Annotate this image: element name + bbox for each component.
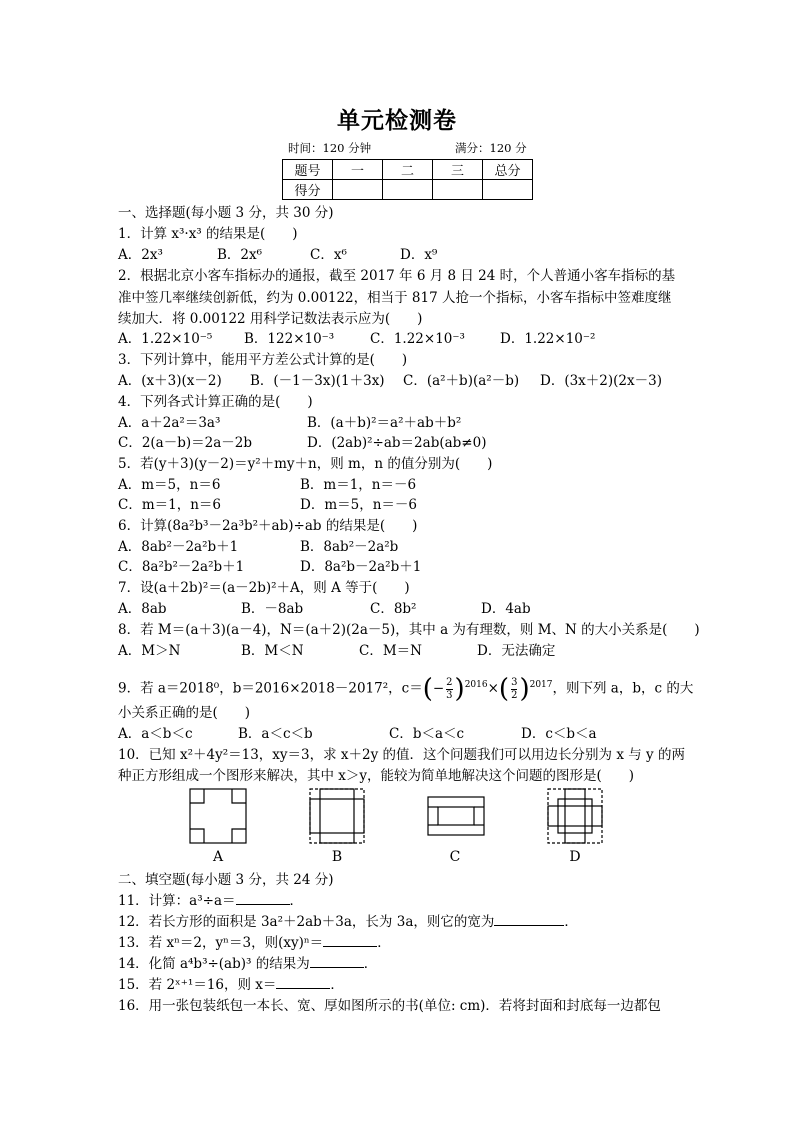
question-stem <box>118 975 344 995</box>
option: A．8ab²－2a²b＋1 <box>118 539 239 555</box>
question-stem: 2．根据北京小客车指标办的通报，截至 2017 年 6 月 8 日 24 时，个人普通小客车指标的基 <box>118 268 676 284</box>
score-header: 一 <box>333 160 383 180</box>
q12-text: 12．若长方形的面积是 3a²＋2ab＋3a，长为 3a，则它的宽为 <box>118 914 495 930</box>
period: ． <box>564 914 578 930</box>
score-table <box>282 159 533 200</box>
figure-label: A <box>212 849 224 865</box>
question-stem: 3．下列计算中，能用平方差公式计算的是( ) <box>118 352 408 368</box>
option: B．－8ab <box>241 601 304 617</box>
paren-icon: ) <box>454 674 465 704</box>
score-cell[interactable] <box>333 180 383 200</box>
q15-text: 15．若 2ˣ⁺¹＝16，则 x＝ <box>118 977 277 993</box>
fraction <box>446 677 452 702</box>
period: ． <box>363 956 378 972</box>
score-header: 三 <box>433 160 483 180</box>
section-heading: 一、选择题(每小题 3 分，共 30 分) <box>118 205 334 221</box>
question-stem: 5．若(y＋3)(y－2)＝y²＋my＋n，则 m，n 的值分别为( ) <box>118 456 493 472</box>
option: C．2(a－b)＝2a－2b <box>118 435 253 451</box>
option: D．1.22×10⁻² <box>500 331 596 347</box>
question-stem: 8．若 M＝(a＋3)(a－4)，N＝(a＋2)(2a－5)，其中 a 为有理数，则 M、N 的大小关系是( ) <box>118 622 700 638</box>
option: B．M＜N <box>241 643 304 659</box>
score-header: 题号 <box>283 160 333 180</box>
q13-text: 13．若 xⁿ＝2，yⁿ＝3，则(xy)ⁿ＝ <box>118 935 324 951</box>
question-stem <box>118 933 391 953</box>
question-stem: 10．已知 x²＋4y²＝13，xy＝3，求 x＋2y 的值．这个问题我们可以用边长分别为 x 与 y 的两 <box>118 747 685 763</box>
option: A．8ab <box>118 601 167 617</box>
full-score: 满分：120 分 <box>455 141 527 155</box>
option: C．x⁶ <box>310 247 347 263</box>
option: A．a＜b＜c <box>118 726 193 742</box>
option: A．m＝5，n＝6 <box>118 477 221 493</box>
fraction <box>511 677 517 702</box>
question-stem <box>118 954 377 974</box>
score-cell[interactable] <box>483 180 533 200</box>
answer-blank[interactable] <box>276 976 330 989</box>
question-stem: 16．用一张包装纸包一本长、宽、厚如图所示的书(单位: cm)．若将封面和封底每一边都包 <box>118 998 661 1014</box>
question-stem <box>118 891 303 911</box>
option: C．M＝N <box>359 643 422 659</box>
option: B．a＜c＜b <box>238 726 313 742</box>
figure-a <box>190 789 246 843</box>
exam-time: 时间：120 分钟 <box>288 141 372 155</box>
option: B．(－1－3x)(1＋3x) <box>250 373 385 389</box>
figure-c <box>428 797 484 835</box>
period: ． <box>289 893 303 909</box>
section-heading: 二、填空题(每小题 3 分，共 24 分) <box>118 872 334 888</box>
option: A．(x＋3)(x－2) <box>118 373 222 389</box>
q10-figures <box>185 785 625 847</box>
option: A．1.22×10⁻⁵ <box>118 331 213 347</box>
option: C．m＝1，n＝6 <box>118 497 222 513</box>
option: C．(a²＋b)(a²－b) <box>403 373 520 389</box>
paren-icon: ( <box>498 674 510 704</box>
option: B．2x⁶ <box>217 247 263 263</box>
figure-b <box>310 789 364 843</box>
figure-label: C <box>449 849 461 865</box>
option: D．c＜b＜a <box>521 726 597 742</box>
option: C．8b² <box>370 601 417 617</box>
question-stem: 6．计算(8a²b³－2a³b²＋ab)÷ab 的结果是( ) <box>118 518 418 534</box>
question-stem: 9．若 a＝2018⁰，b＝2016×2018－2017²，c＝(− $\frac{2}{3}$ )$^{2016}$×( $\frac{3}{2}$ )$^{2017}$，则下列 a，b，c 的大 <box>118 674 694 704</box>
answer-blank[interactable] <box>323 934 377 947</box>
option: C．b＜a＜c <box>389 726 465 742</box>
score-header: 总分 <box>483 160 533 180</box>
question-stem: 种正方形组成一个图形来解决，其中 x＞y，能较为简单地解决这个问题的图形是( ) <box>118 768 635 784</box>
numerator: 3 <box>511 676 518 688</box>
denominator: 3 <box>446 689 453 701</box>
option: D．4ab <box>481 601 531 617</box>
score-cell[interactable] <box>433 180 483 200</box>
option: D．x⁹ <box>400 247 438 263</box>
option: B．122×10⁻³ <box>244 331 335 347</box>
question-stem: 7．设(a＋2b)²＝(a－2b)²＋A，则 A 等于( ) <box>118 580 410 596</box>
question-stem: 4．下列各式计算正确的是( ) <box>118 394 313 410</box>
exponent: 2016 <box>464 680 488 690</box>
option: D．m＝5，n＝－6 <box>300 497 417 513</box>
numerator: 2 <box>446 676 453 688</box>
answer-blank[interactable] <box>310 955 364 968</box>
score-header: 二 <box>383 160 433 180</box>
page-title: 单元检测卷 <box>337 107 457 134</box>
option: A．2x³ <box>118 247 163 263</box>
figure-label: B <box>331 849 343 865</box>
option: C．1.22×10⁻³ <box>370 331 465 347</box>
q11-text: 11．计算：a³÷a＝ <box>118 893 236 909</box>
denominator: 2 <box>511 689 518 701</box>
exponent: 2017 <box>529 680 553 690</box>
question-stem <box>118 912 578 932</box>
answer-blank[interactable] <box>494 913 564 926</box>
figure-d <box>548 789 602 843</box>
option: C．8a²b²－2a²b＋1 <box>118 559 245 575</box>
q14-text: 14．化简 a⁴b³÷(ab)³ 的结果为 <box>118 956 310 972</box>
question-stem: 续加大．将 0.00122 用科学记数法表示应为( ) <box>118 311 423 327</box>
option: B．m＝1，n＝－6 <box>300 477 417 493</box>
q9-stem-a: 9．若 a＝2018⁰，b＝2016×2018－2017²，c＝ <box>118 680 423 697</box>
period: ． <box>330 977 344 993</box>
option: D．(3x＋2)(2x－3) <box>540 373 662 389</box>
score-row-label: 得分 <box>283 180 333 200</box>
option: B．(a＋b)²＝a²＋ab＋b² <box>307 415 462 431</box>
paren-icon: ( <box>422 674 433 704</box>
answer-blank[interactable] <box>236 892 290 905</box>
option: D．8a²b－2a²b＋1 <box>300 559 422 575</box>
score-cell[interactable] <box>383 180 433 200</box>
period: ． <box>377 935 391 951</box>
figure-label: D <box>569 849 581 865</box>
option: B．8ab²－2a²b <box>300 539 399 555</box>
option: A．M＞N <box>118 643 181 659</box>
question-stem: 准中签几率继续创新低，约为 0.00122，相当于 817 人抢一个指标，小客车指标中签难度继 <box>118 290 672 306</box>
paren-icon: ) <box>519 674 530 704</box>
question-stem: 1．计算 x³·x³ 的结果是( ) <box>118 226 298 242</box>
option: D．无法确定 <box>477 643 556 659</box>
q9-stem-b: ，则下列 a，b，c 的大 <box>552 680 694 697</box>
option: A．a＋2a²＝3a³ <box>118 415 221 431</box>
question-stem: 小关系正确的是( ) <box>118 705 251 721</box>
option: D．(2ab)²÷ab＝2ab(ab≠0) <box>307 435 487 451</box>
